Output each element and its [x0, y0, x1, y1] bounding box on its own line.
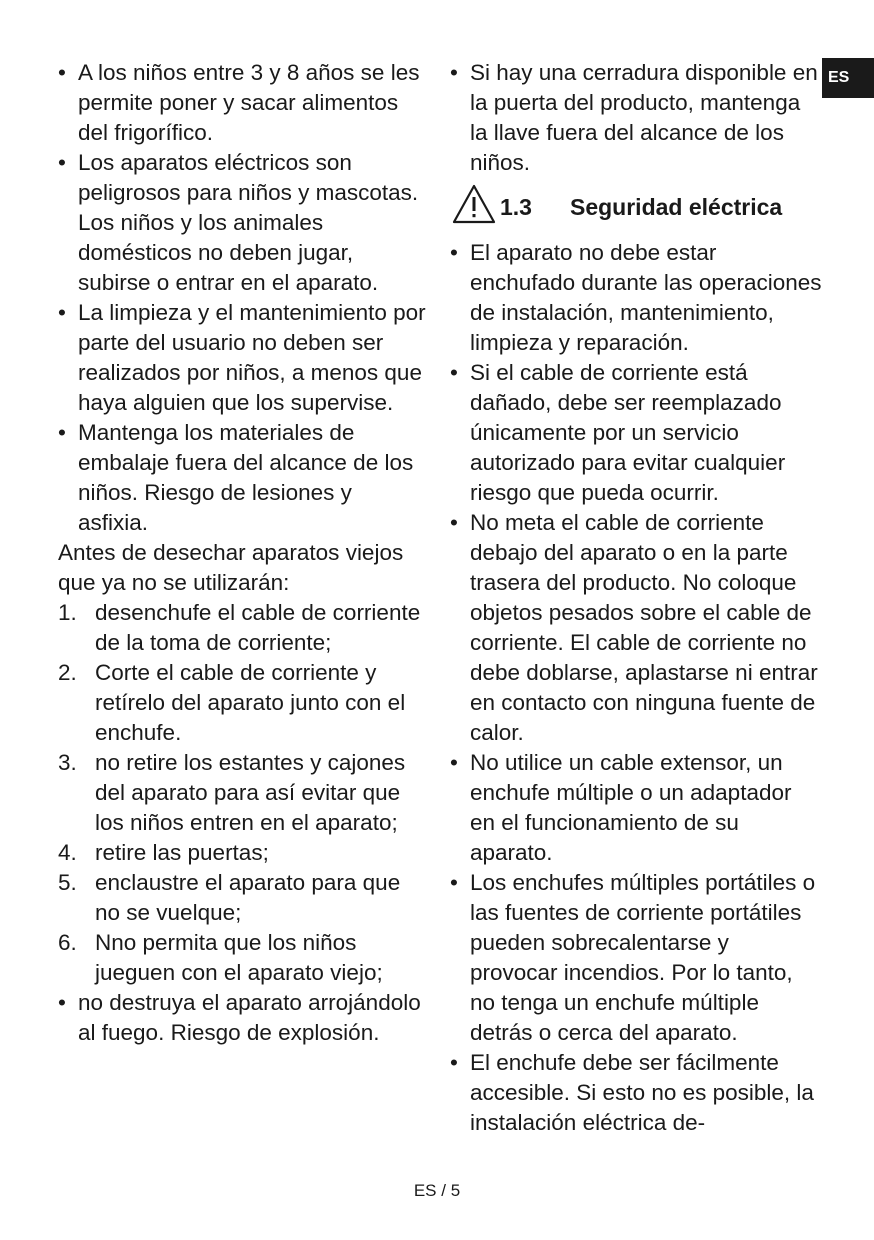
numbered-step [58, 598, 428, 658]
right-column [450, 58, 822, 1138]
numbered-step [58, 928, 428, 988]
numbered-step [58, 838, 428, 868]
list-item: • El aparato no debe estar enchufado durante las operaciones de instalación, mantenimiento, limpieza y reparación. [450, 238, 822, 358]
list-item: • Si el cable de corriente está dañado, debe ser reemplazado únicamente por un servicio autorizado para evitar cualquier riesgo que pueda ocurrir. [450, 358, 822, 508]
step-text: no retire los estantes y cajones del aparato para así evitar que los niños entren en el aparato; [95, 750, 406, 835]
warning-triangle-icon [452, 184, 496, 224]
step-number: 1. [58, 600, 77, 625]
numbered-step [58, 658, 428, 748]
list-item: • El enchufe debe ser fácilmente accesible. Si esto no es posible, la instalación eléctrica de- [450, 1048, 822, 1138]
list-item: • Los enchufes múltiples portátiles o las fuentes de corriente portátiles pueden sobrecalentarse y provocar incendios. Por lo tanto, no tenga un enchufe múltiple detrás o cerca del aparato. [450, 868, 822, 1048]
step-text: Corte el cable de corriente y retírelo del aparato junto con el enchufe. [95, 660, 406, 745]
list-item: • No meta el cable de corriente debajo del aparato o en la parte trasera del producto. No coloque objetos pesados sobre el cable de corriente. El cable de corriente no debe doblarse, aplastarse ni entrar en contacto con ninguna fuente de calor. [450, 508, 822, 748]
disposal-intro: Antes de desechar aparatos viejos que ya no se utilizarán: [58, 540, 404, 595]
numbered-step [58, 748, 428, 838]
step-text: desenchufe el cable de corriente de la toma de corriente; [95, 600, 421, 655]
page-number: ES / 5 [413, 1181, 461, 1200]
list-item: • Los aparatos eléctricos son peligrosos para niños y mascotas. Los niños y los animales domésticos no deben jugar, subirse o entrar en el aparato. [58, 148, 428, 298]
language-tab: ES [822, 58, 874, 98]
list-item: • No utilice un cable extensor, un enchufe múltiple o un adaptador en el funcionamiento de su aparato. [450, 748, 822, 868]
step-number: 5. [58, 870, 77, 895]
list-item: • Mantenga los materiales de embalaje fuera del alcance de los niños. Riesgo de lesiones y asfixia. [58, 418, 428, 538]
step-text: retire las puertas; [95, 840, 269, 865]
section-title: Seguridad eléctrica [570, 194, 783, 220]
section-heading [450, 182, 822, 228]
step-number: 4. [58, 840, 77, 865]
list-item: • A los niños entre 3 y 8 años se les permite poner y sacar alimentos del frigorífico. [58, 58, 428, 148]
step-text: enclaustre el aparato para que no se vuelque; [95, 870, 401, 925]
list-item: • no destruya el aparato arrojándolo al fuego. Riesgo de explosión. [58, 988, 428, 1048]
step-number: 2. [58, 660, 77, 685]
section-number: 1.3 [500, 194, 532, 220]
list-item: • La limpieza y el mantenimiento por parte del usuario no deben ser realizados por niños, a menos que haya alguien que los supervise. [58, 298, 428, 418]
step-text: Nno permita que los niños jueguen con el aparato viejo; [95, 930, 383, 985]
numbered-step [58, 868, 428, 928]
list-item: • Si hay una cerradura disponible en la puerta del producto, mantenga la llave fuera del alcance de los niños. [450, 58, 822, 178]
step-number: 6. [58, 930, 77, 955]
left-column [58, 58, 428, 1048]
step-number: 3. [58, 750, 77, 775]
